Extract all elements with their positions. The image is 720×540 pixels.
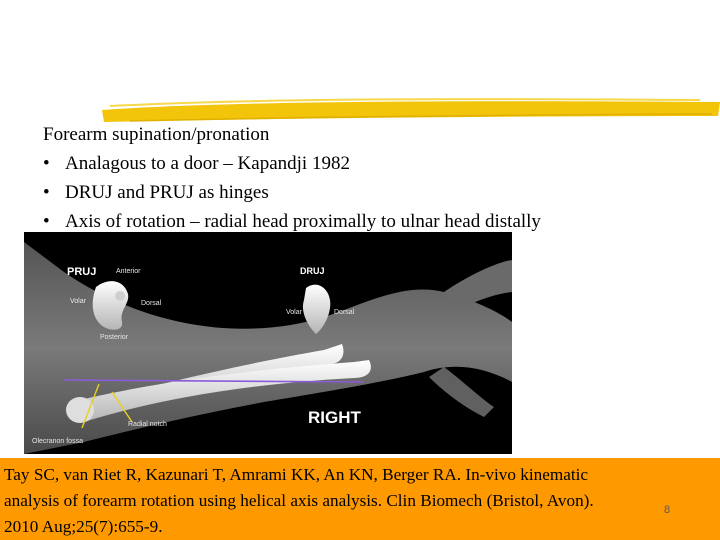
citation-line: 2010 Aug;25(7):655-9.: [4, 517, 163, 536]
forearm-illustration: [24, 232, 512, 454]
citation-line: analysis of forearm rotation using helical axis analysis. Clin Biomech (Bristol, Avon).: [4, 491, 594, 510]
right-side-label: RIGHT: [308, 408, 361, 427]
volar-label-left: Volar: [70, 298, 86, 305]
bullet-marker: •: [43, 153, 50, 174]
thumb: [429, 367, 494, 417]
druj-label: DRUJ: [300, 266, 325, 276]
posterior-label: Posterior: [100, 334, 129, 341]
radial-notch-label: Radial notch: [128, 421, 167, 428]
slide-number: 8: [664, 504, 671, 516]
bullet-item: [43, 149, 713, 178]
olecranon: [66, 397, 94, 423]
bullet-text: DRUJ and PRUJ as hinges: [65, 182, 269, 203]
dorsal-label-left: Dorsal: [141, 300, 162, 307]
bullet-marker: •: [43, 182, 50, 203]
citation-box: [0, 458, 720, 540]
bullet-list: [43, 120, 713, 236]
arm-silhouette: [24, 242, 512, 454]
bullet-text: Axis of rotation – radial head proximally to ulnar head distally: [65, 211, 541, 232]
dorsal-label-right: Dorsal: [334, 309, 355, 316]
citation-text: [4, 462, 704, 540]
bullet-item: [43, 178, 713, 207]
volar-label-right: Volar: [286, 309, 302, 316]
bullet-marker: •: [43, 211, 50, 232]
bullet-text: Analagous to a door – Kapandji 1982: [65, 153, 350, 174]
citation-line: Tay SC, van Riet R, Kazunari T, Amrami KK, An KN, Berger RA. In-vivo kinematic: [4, 465, 589, 484]
forearm-rotation-figure: [24, 232, 512, 454]
slide-heading: Forearm supination/pronation: [43, 124, 270, 145]
anterior-label: Anterior: [116, 268, 141, 275]
pruj-radial-head: [115, 291, 125, 301]
olecranon-fossa-label: Olecranon fossa: [32, 438, 83, 445]
pruj-label: PRUJ: [67, 266, 97, 278]
